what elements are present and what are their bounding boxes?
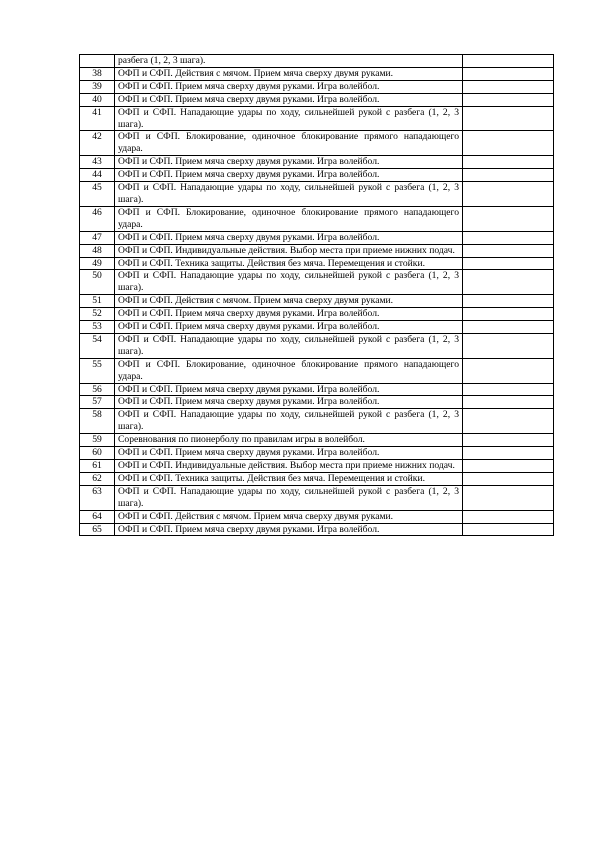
table-row: [80, 257, 554, 270]
lesson-topic: ОФП и СФП. Действия с мячом. Прием мяча сверху двумя руками.: [115, 510, 463, 523]
empty-cell: [463, 333, 554, 358]
empty-cell: [463, 106, 554, 131]
table-row: [80, 383, 554, 396]
empty-cell: [463, 67, 554, 80]
lesson-topic: ОФП и СФП. Прием мяча сверху двумя руками. Игра волейбол.: [115, 523, 463, 536]
empty-cell: [463, 485, 554, 510]
lesson-number: 63: [80, 485, 115, 510]
table-row: [80, 80, 554, 93]
lesson-number: 46: [80, 206, 115, 231]
empty-cell: [463, 409, 554, 434]
lesson-topic: ОФП и СФП. Действия с мячом. Прием мяча сверху двумя руками.: [115, 67, 463, 80]
table-row: [80, 131, 554, 156]
table-row: [80, 321, 554, 334]
lesson-topic: ОФП и СФП. Прием мяча сверху двумя руками. Игра волейбол.: [115, 396, 463, 409]
table-row: [80, 358, 554, 383]
lesson-number: 59: [80, 434, 115, 447]
lesson-topic: ОФП и СФП. Индивидуальные действия. Выбор места при приеме нижних подач.: [115, 460, 463, 473]
lesson-topic: ОФП и СФП. Прием мяча сверху двумя руками. Игра волейбол.: [115, 231, 463, 244]
lesson-topic: ОФП и СФП. Прием мяча сверху двумя руками. Игра волейбол.: [115, 93, 463, 106]
lesson-topic: ОФП и СФП. Нападающие удары по ходу, сильнейшей рукой с разбега (1, 2, 3 шага).: [115, 333, 463, 358]
lesson-topic: ОФП и СФП. Нападающие удары по ходу, сильнейшей рукой с разбега (1, 2, 3 шага).: [115, 270, 463, 295]
empty-cell: [463, 93, 554, 106]
table-row: [80, 206, 554, 231]
empty-cell: [463, 460, 554, 473]
lesson-number: 64: [80, 510, 115, 523]
table-row: [80, 485, 554, 510]
table-row: [80, 231, 554, 244]
lesson-number: 54: [80, 333, 115, 358]
lesson-topic: ОФП и СФП. Техника защиты. Действия без мяча. Перемещения и стойки.: [115, 472, 463, 485]
empty-cell: [463, 383, 554, 396]
empty-cell: [463, 80, 554, 93]
table-row: [80, 396, 554, 409]
lesson-topic: ОФП и СФП. Действия с мячом. Прием мяча сверху двумя руками.: [115, 295, 463, 308]
lesson-number: 45: [80, 182, 115, 207]
table-row: [80, 55, 554, 68]
empty-cell: [463, 244, 554, 257]
table-row: [80, 156, 554, 169]
empty-cell: [463, 156, 554, 169]
table-row: [80, 409, 554, 434]
empty-cell: [463, 206, 554, 231]
lesson-topic: ОФП и СФП. Прием мяча сверху двумя руками. Игра волейбол.: [115, 156, 463, 169]
table-row: [80, 244, 554, 257]
lesson-number: 52: [80, 308, 115, 321]
lesson-number: 61: [80, 460, 115, 473]
lesson-topic: ОФП и СФП. Нападающие удары по ходу, сильнейшей рукой с разбега (1, 2, 3 шага).: [115, 485, 463, 510]
lesson-number: 48: [80, 244, 115, 257]
lesson-number: 42: [80, 131, 115, 156]
table-row: [80, 447, 554, 460]
lesson-topic: ОФП и СФП. Прием мяча сверху двумя руками. Игра волейбол.: [115, 321, 463, 334]
empty-cell: [463, 510, 554, 523]
empty-cell: [463, 358, 554, 383]
table-row: [80, 460, 554, 473]
lesson-number: 60: [80, 447, 115, 460]
lesson-number: 53: [80, 321, 115, 334]
empty-cell: [463, 231, 554, 244]
lesson-number: 47: [80, 231, 115, 244]
empty-cell: [463, 434, 554, 447]
lesson-topic: ОФП и СФП. Прием мяча сверху двумя руками. Игра волейбол.: [115, 447, 463, 460]
lesson-topic: ОФП и СФП. Прием мяча сверху двумя руками. Игра волейбол.: [115, 383, 463, 396]
lesson-plan-table: [79, 54, 554, 536]
lesson-number: 50: [80, 270, 115, 295]
lesson-topic: ОФП и СФП. Прием мяча сверху двумя руками. Игра волейбол.: [115, 169, 463, 182]
lesson-number: 39: [80, 80, 115, 93]
table-row: [80, 472, 554, 485]
lesson-number: 57: [80, 396, 115, 409]
table-row: [80, 308, 554, 321]
table-row: [80, 434, 554, 447]
lesson-topic: разбега (1, 2, 3 шага).: [115, 55, 463, 68]
empty-cell: [463, 55, 554, 68]
lesson-topic: ОФП и СФП. Нападающие удары по ходу, сильнейшей рукой с разбега (1, 2, 3 шага).: [115, 182, 463, 207]
lesson-number: 55: [80, 358, 115, 383]
empty-cell: [463, 472, 554, 485]
lesson-number: 65: [80, 523, 115, 536]
lesson-number: 62: [80, 472, 115, 485]
table-row: [80, 295, 554, 308]
lesson-number: 56: [80, 383, 115, 396]
table-row: [80, 106, 554, 131]
lesson-topic: Соревнования по пионерболу по правилам игры в волейбол.: [115, 434, 463, 447]
table-row: [80, 510, 554, 523]
lesson-number: 38: [80, 67, 115, 80]
table-row: [80, 182, 554, 207]
table-row: [80, 523, 554, 536]
empty-cell: [463, 270, 554, 295]
empty-cell: [463, 308, 554, 321]
lesson-number: 51: [80, 295, 115, 308]
empty-cell: [463, 396, 554, 409]
table-row: [80, 270, 554, 295]
empty-cell: [463, 523, 554, 536]
lesson-topic: ОФП и СФП. Блокирование, одиночное блокирование прямого нападающего удара.: [115, 358, 463, 383]
lesson-topic: ОФП и СФП. Индивидуальные действия. Выбор места при приеме нижних подач.: [115, 244, 463, 257]
lesson-topic: ОФП и СФП. Нападающие удары по ходу, сильнейшей рукой с разбега (1, 2, 3 шага).: [115, 106, 463, 131]
table-body: [80, 55, 554, 536]
empty-cell: [463, 321, 554, 334]
lesson-number: [80, 55, 115, 68]
lesson-topic: ОФП и СФП. Техника защиты. Действия без мяча. Перемещения и стойки.: [115, 257, 463, 270]
lesson-topic: ОФП и СФП. Блокирование, одиночное блокирование прямого нападающего удара.: [115, 131, 463, 156]
empty-cell: [463, 131, 554, 156]
empty-cell: [463, 295, 554, 308]
empty-cell: [463, 257, 554, 270]
lesson-topic: ОФП и СФП. Нападающие удары по ходу, сильнейшей рукой с разбега (1, 2, 3 шага).: [115, 409, 463, 434]
empty-cell: [463, 169, 554, 182]
lesson-number: 44: [80, 169, 115, 182]
lesson-number: 58: [80, 409, 115, 434]
empty-cell: [463, 182, 554, 207]
lesson-number: 43: [80, 156, 115, 169]
lesson-number: 49: [80, 257, 115, 270]
lesson-topic: ОФП и СФП. Блокирование, одиночное блокирование прямого нападающего удара.: [115, 206, 463, 231]
table-row: [80, 169, 554, 182]
lesson-topic: ОФП и СФП. Прием мяча сверху двумя руками. Игра волейбол.: [115, 308, 463, 321]
lesson-number: 41: [80, 106, 115, 131]
table-row: [80, 93, 554, 106]
lesson-number: 40: [80, 93, 115, 106]
table-row: [80, 67, 554, 80]
lesson-topic: ОФП и СФП. Прием мяча сверху двумя руками. Игра волейбол.: [115, 80, 463, 93]
table-row: [80, 333, 554, 358]
empty-cell: [463, 447, 554, 460]
